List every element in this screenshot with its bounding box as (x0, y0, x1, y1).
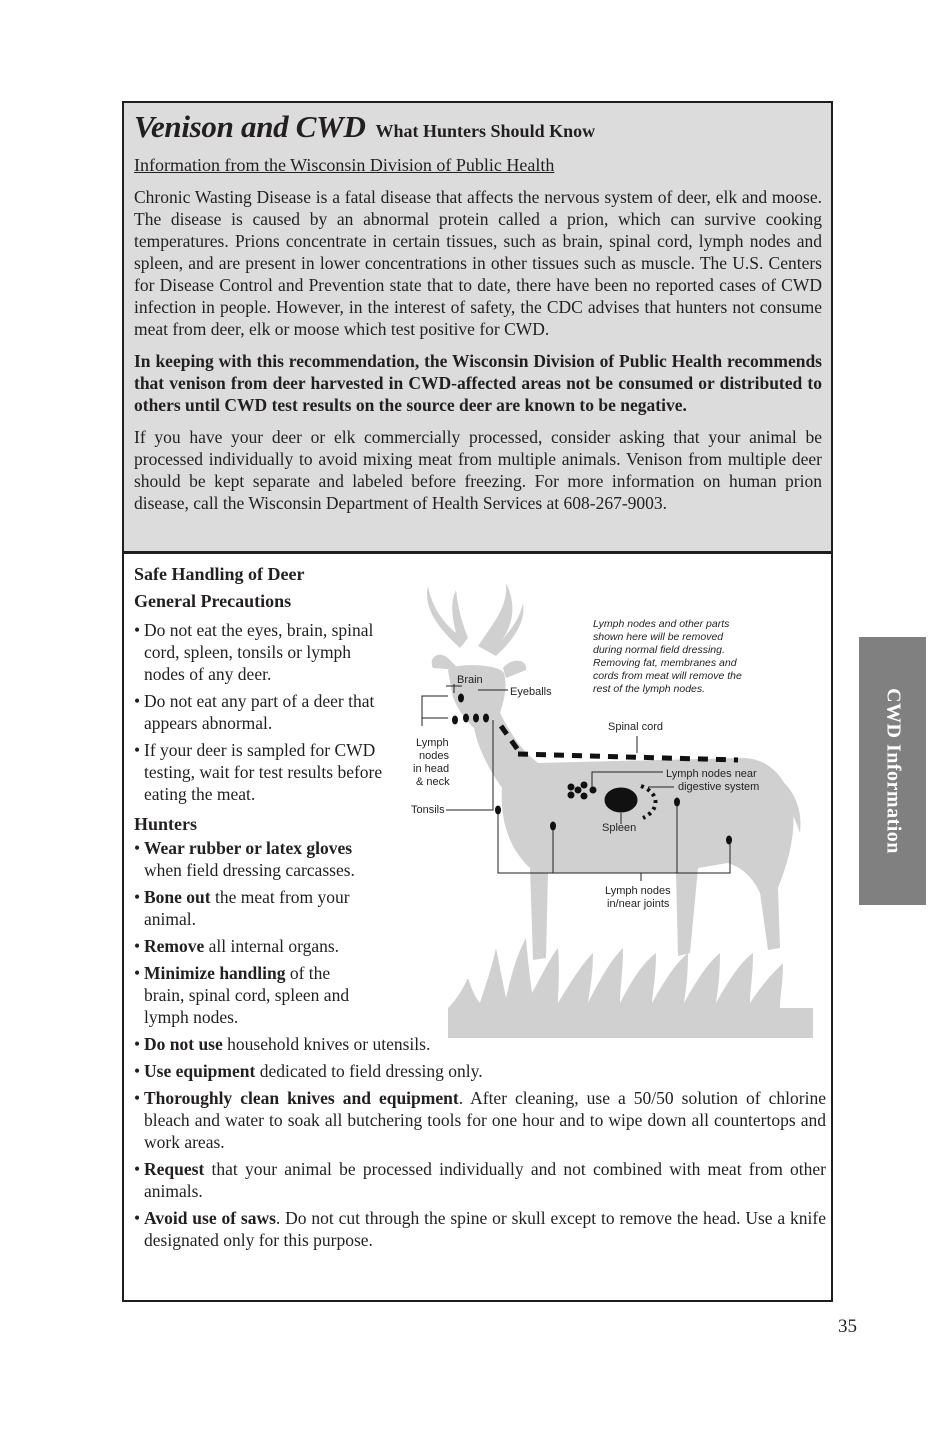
page-title: Venison and CWD (134, 109, 366, 144)
cwd-information-tab (859, 637, 926, 905)
svg-text:Lymph nodes and other parts: Lymph nodes and other parts (593, 618, 730, 630)
hunters-heading: Hunters (134, 814, 197, 834)
svg-text:Removing fat, membranes and: Removing fat, membranes and (593, 657, 737, 669)
general-precautions-heading: General Precautions (134, 591, 292, 611)
page-subtitle: What Hunters Should Know (375, 121, 596, 141)
svg-text:Brain: Brain (457, 674, 483, 686)
list-item: • If your deer is sampled for CWD testing, wait for test results before eating the meat. (134, 740, 383, 804)
list-item: • Avoid use of saws. Do not cut through the spine or skull except to remove the head. Use a knife designated only for this purpose. (134, 1208, 826, 1250)
svg-text:Lymph: Lymph (416, 737, 449, 749)
list-item: • Bone out the meat from your animal. (134, 887, 350, 929)
svg-text:Eyeballs: Eyeballs (510, 686, 552, 698)
list-item: • Do not eat any part of a deer that appears abnormal. (134, 691, 375, 733)
hunters-list-bottom (134, 1033, 826, 1251)
list-item: • Remove all internal organs. (134, 936, 340, 956)
list-item: • Wear rubber or latex gloves when field dressing carcasses. (134, 838, 355, 880)
recommendation-paragraph: In keeping with this recommendation, the Wisconsin Division of Public Health recommends that venison from deer harvested in CWD-affected areas not be consumed or distributed to others until CWD test results on the source deer are known to be negative. (134, 351, 822, 415)
list-item: • Do not eat the eyes, brain, spinal cord, spleen, tonsils or lymph nodes of any deer. (134, 620, 374, 684)
svg-text:shown here will be removed: shown here will be removed (593, 631, 724, 643)
page-number: 35 (838, 1316, 857, 1337)
list-item: • Thoroughly clean knives and equipment. After cleaning, use a 50/50 solution of chlorine bleach and water to soak all butchering tools for one hour and to wipe down all countertops and work areas. (134, 1088, 826, 1152)
list-item: • Do not use household knives or utensils. (134, 1034, 431, 1054)
svg-text:cords from meat will remove th: cords from meat will remove the (593, 670, 742, 682)
svg-text:in/near joints: in/near joints (607, 898, 670, 910)
svg-text:nodes: nodes (419, 750, 449, 762)
hunters-list-top (134, 837, 374, 1028)
svg-text:during normal field dressing.: during normal field dressing. (593, 644, 725, 656)
svg-text:digestive system: digestive system (678, 781, 760, 793)
list-item: • Use equipment dedicated to field dressing only. (134, 1061, 483, 1081)
title-row (134, 107, 822, 147)
svg-text:Spinal cord: Spinal cord (608, 721, 664, 733)
deer-diagram (408, 578, 818, 1038)
svg-text:Lymph nodes near: Lymph nodes near (666, 768, 757, 780)
list-item: • Request that your animal be processed individually and not combined with meat from other animals. (134, 1159, 826, 1201)
processing-paragraph: If you have your deer or elk commercially processed, consider asking that your animal be processed individually to avoid mixing meat from multiple animals. Venison from multiple deer should be kept separate and labeled before freezing. For more information on human prion disease, call the Wisconsin Department of Health Services at 608-267-9003. (134, 427, 822, 513)
svg-text:Spleen: Spleen (602, 822, 637, 834)
svg-text:Tonsils: Tonsils (411, 804, 445, 816)
precautions-list (134, 619, 384, 805)
svg-text:& neck: & neck (416, 776, 450, 788)
intro-paragraph-1: Chronic Wasting Disease is a fatal disease that affects the nervous system of deer, elk and moose. The disease is caused by an abnormal protein called a prion, which can survive cooking temperatures. Prions concentrate in certain tissues, such as brain, spinal cord, lymph nodes and spleen, and are present in lower concentrations in other tissues such as muscle. The U.S. Centers for Disease Control and Prevention state that to date, there have been no reported cases of CWD infection in people. However, in the interest of safety, the CDC advises that hunters not consume meat from deer, elk or moose which test positive for CWD. (134, 187, 822, 339)
side-tab-label: CWD Information (882, 688, 904, 854)
svg-text:rest of the lymph nodes.: rest of the lymph nodes. (593, 683, 706, 695)
list-item: • Minimize handling of the brain, spinal cord, spleen and lymph nodes. (134, 963, 350, 1027)
safe-handling-heading: Safe Handling of Deer (134, 564, 305, 584)
svg-text:in head: in head (413, 763, 450, 775)
svg-text:Lymph nodes: Lymph nodes (605, 885, 671, 897)
intro-section (124, 103, 831, 554)
source-line: Information from the Wisconsin Division of Public Health (134, 155, 555, 175)
